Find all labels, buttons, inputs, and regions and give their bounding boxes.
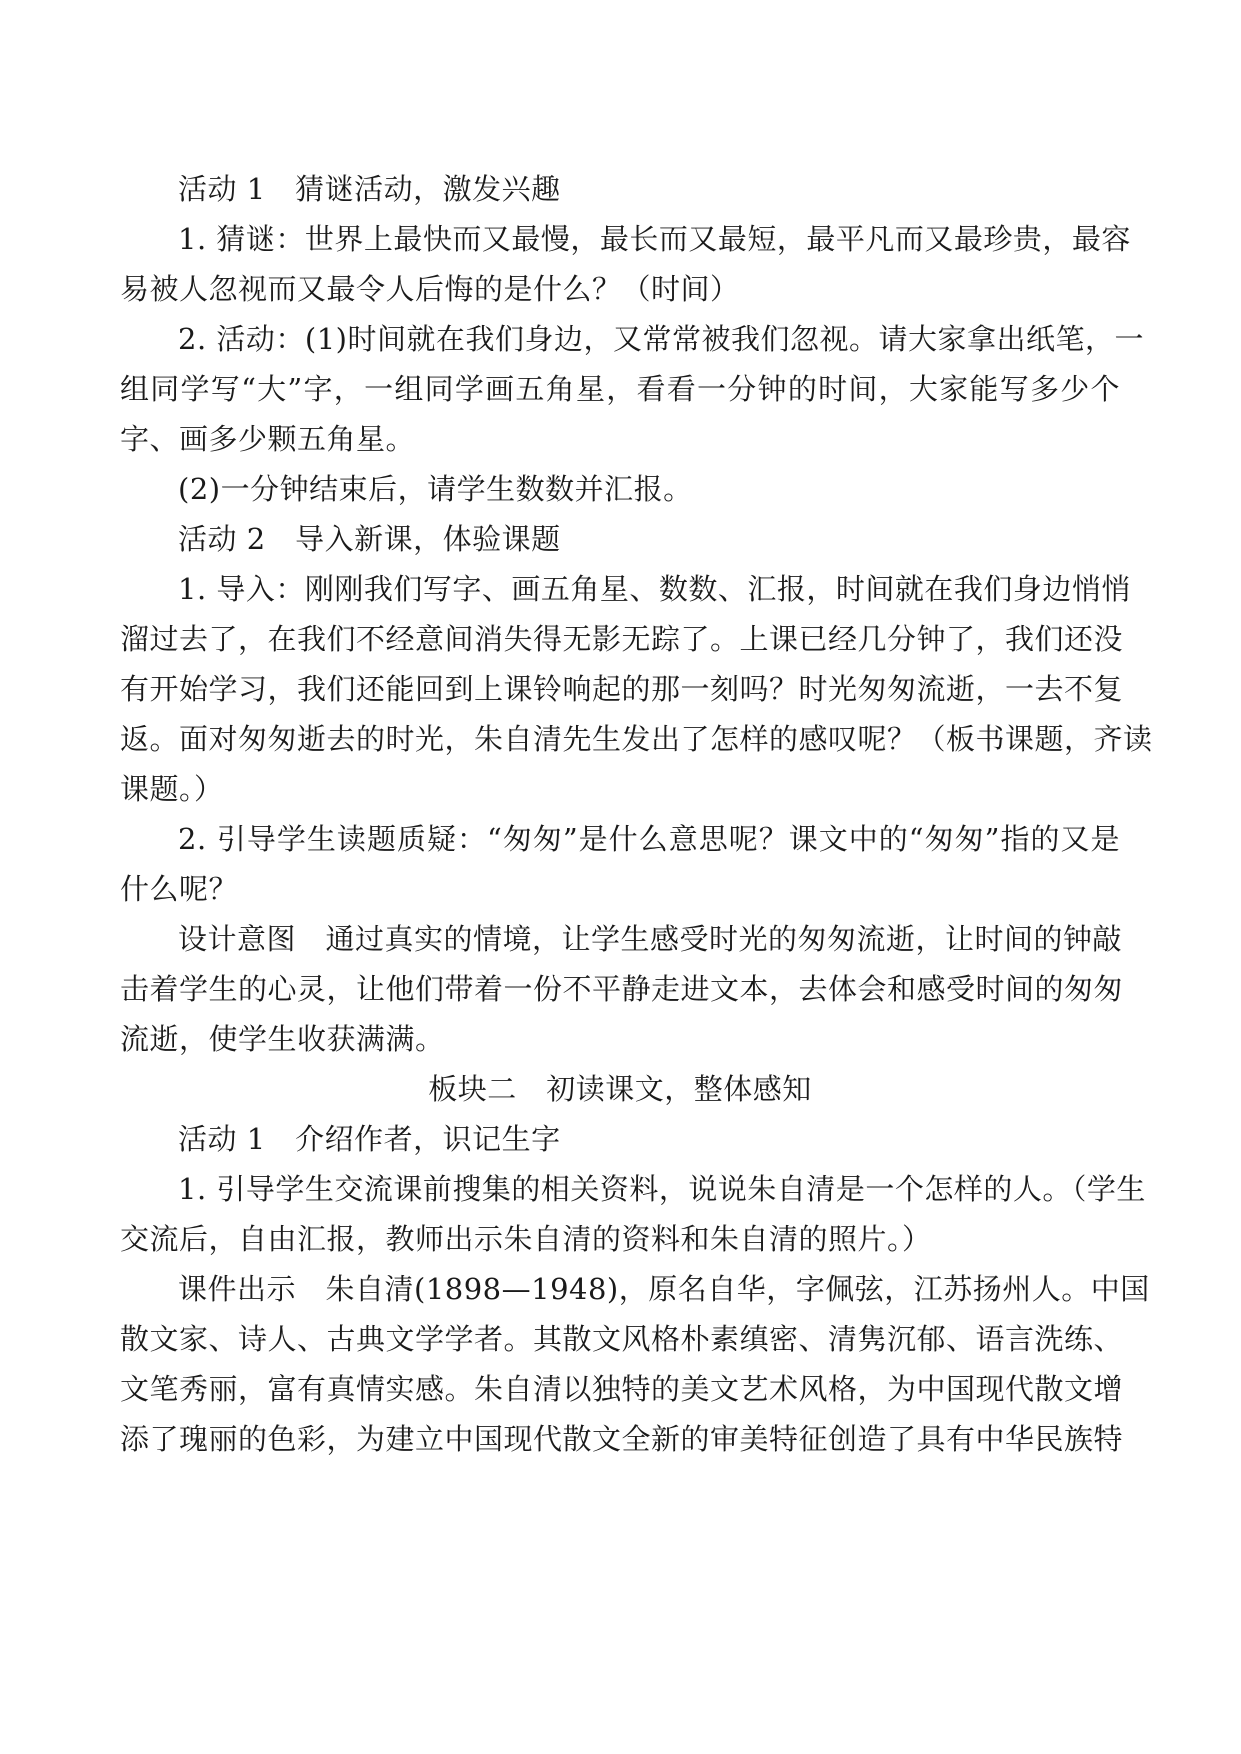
- paragraph-line: 易被人忽视而又最令人后悔的是什么？（时间）: [120, 272, 740, 306]
- paragraph-line: 课题。）: [120, 772, 224, 806]
- paragraph-line: 什么呢？: [120, 872, 239, 906]
- paragraph-line: 1. 引导学生交流课前搜集的相关资料，说说朱自清是一个怎样的人。（学生: [178, 1172, 1146, 1206]
- paragraph-line: 散文家、诗人、古典文学学者。其散文风格朴素缜密、清隽沉郁、语言洗练、: [120, 1322, 1124, 1356]
- paragraph-line: 有开始学习，我们还能回到上课铃响起的那一刻吗？时光匆匆流逝，一去不复: [120, 672, 1124, 706]
- section-heading: 板块二 初读课文，整体感知: [428, 1072, 812, 1106]
- paragraph-line: 1. 导入：刚刚我们写字、画五角星、数数、汇报，时间就在我们身边悄悄: [178, 572, 1131, 606]
- courseware-line: 课件出示 朱自清(1898—1948)，原名自华，字佩弦，江苏扬州人。中国: [178, 1272, 1150, 1306]
- paragraph-line: 流逝，使学生收获满满。: [120, 1022, 445, 1056]
- paragraph-line: 字、画多少颗五角星。: [120, 422, 416, 456]
- paragraph-line: 击着学生的心灵，让他们带着一份不平静走进文本，去体会和感受时间的匆匆: [120, 972, 1124, 1006]
- design-intent-line: 设计意图 通过真实的情境，让学生感受时光的匆匆流逝，让时间的钟敲: [178, 922, 1123, 956]
- paragraph-line: 2. 活动：(1)时间就在我们身边，又常常被我们忽视。请大家拿出纸笔，一: [178, 322, 1144, 356]
- paragraph-line: 添了瑰丽的色彩，为建立中国现代散文全新的审美特征创造了具有中华民族特: [120, 1422, 1124, 1456]
- paragraph-line: 组同学写“大”字，一组同学画五角星，看看一分钟的时间，大家能写多少个: [120, 372, 1120, 406]
- paragraph-line: 溜过去了，在我们不经意间消失得无影无踪了。上课已经几分钟了，我们还没: [120, 622, 1124, 656]
- paragraph-line: (2)一分钟结束后，请学生数数并汇报。: [178, 472, 693, 506]
- activity-heading: 活动 1 猜谜活动，激发兴趣: [178, 172, 561, 206]
- paragraph-line: 返。面对匆匆逝去的时光，朱自清先生发出了怎样的感叹呢？（板书课题，齐读: [120, 722, 1153, 756]
- paragraph-line: 交流后，自由汇报，教师出示朱自清的资料和朱自清的照片。）: [120, 1222, 932, 1256]
- activity-heading: 活动 1 介绍作者，识记生字: [178, 1122, 561, 1156]
- activity-heading: 活动 2 导入新课，体验课题: [178, 522, 561, 556]
- paragraph-line: 2. 引导学生读题质疑：“匆匆”是什么意思呢？课文中的“匆匆”指的又是: [178, 822, 1120, 856]
- paragraph-line: 1. 猜谜：世界上最快而又最慢，最长而又最短，最平凡而又最珍贵，最容: [178, 222, 1131, 256]
- paragraph-line: 文笔秀丽，富有真情实感。朱自清以独特的美文艺术风格，为中国现代散文增: [120, 1372, 1124, 1406]
